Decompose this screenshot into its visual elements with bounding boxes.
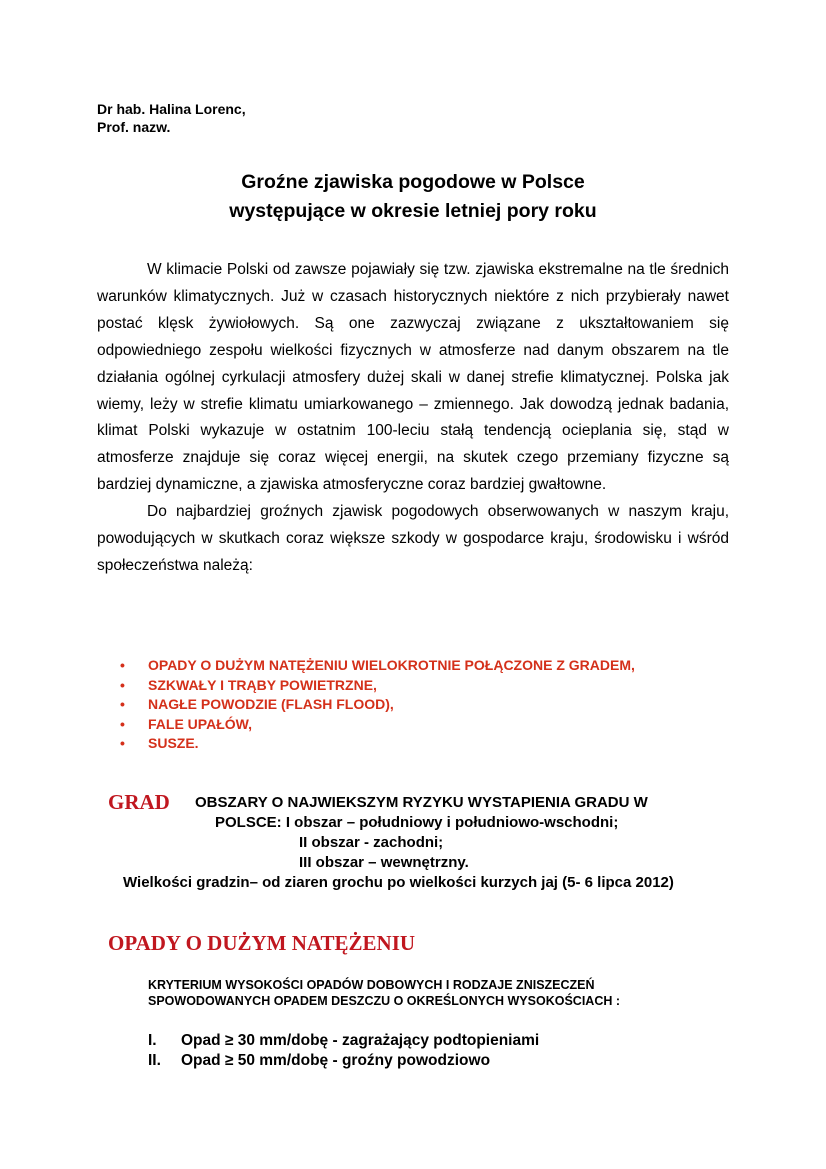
- rain-heading: OPADY O DUŻYM NATĘŻENIU: [108, 931, 416, 955]
- rain-item-text: Opad ≥ 50 mm/dobę - groźny powodziowo: [181, 1052, 491, 1069]
- hazard-item-text: OPADY O DUŻYM NATĘŻENIU WIELOKROTNIE POŁĄCZONE Z GRADEM,: [148, 657, 635, 673]
- grad-line-5: Wielkości gradzin– od ziaren grochu po wielkości kurzych jaj (5- 6 lipca 2012): [123, 874, 674, 891]
- rain-item-number: I.: [148, 1032, 157, 1049]
- document-title-line-2: występujące w okresie letniej pory roku: [229, 200, 597, 222]
- rain-item-text: Opad ≥ 30 mm/dobę - zagrażający podtopieniami: [181, 1032, 540, 1049]
- author-name: Dr hab. Halina Lorenc,: [97, 101, 246, 117]
- hazard-item-text: NAGŁE POWODZIE (FLASH FLOOD),: [148, 696, 394, 712]
- grad-line-2: POLSCE: I obszar – południowy i południowo-wschodni;: [215, 814, 619, 831]
- criterion-line-1: KRYTERIUM WYSOKOŚCI OPADÓW DOBOWYCH I RODZAJE ZNISZECZEŃ: [148, 978, 595, 992]
- list-item: [118, 734, 758, 754]
- hazard-list: [118, 656, 758, 754]
- paragraph-intro: W klimacie Polski od zawsze pojawiały się tzw. zjawiska ekstremalne na tle średnich warunków klimatycznych. Już w czasach historycznych niektóre z nich przybierały nawet postać klęsk żywiołowych. Są one zazwyczaj związane z ukształtowaniem się odpowiedniego zespołu wielkości fizycznych w atmosferze nad danym obszarem na tle działania ogólnej cyrkulacji atmosfery dużej skali w danej strefie klimatycznej. Polska jak wiemy, leży w strefie klimatu umiarkowanego – zmiennego. Jak dowodzą jednak badania, klimat Polski wykazuje w ostatnim 100-leciu stałą tendencją ocieplania się, stąd w atmosferze znajduje się coraz więcej energii, na skutek czego przemiany fizyczne są bardziej dynamiczne, a zjawiska atmosferyczne coraz bardziej gwałtowne.: [97, 261, 729, 494]
- bullet-icon: •: [120, 657, 125, 673]
- bullet-icon: •: [120, 696, 125, 712]
- list-item: [118, 715, 758, 735]
- grad-line-4: III obszar – wewnętrzny.: [299, 854, 469, 871]
- grad-line-1: OBSZARY O NAJWIEKSZYM RYZYKU WYSTAPIENIA GRADU W: [195, 794, 648, 811]
- hazard-item-text: SUSZE.: [148, 735, 199, 751]
- document-title-line-1: Groźne zjawiska pogodowe w Polsce: [241, 171, 585, 193]
- rain-item-number: II.: [148, 1052, 161, 1069]
- list-item: [118, 695, 758, 715]
- bullet-icon: •: [120, 676, 125, 693]
- list-item: [118, 676, 758, 696]
- body-text: [97, 257, 729, 580]
- paragraph-hazards-lead: Do najbardziej groźnych zjawisk pogodowych obserwowanych w naszym kraju, powodujących w skutkach coraz większe szkody w gospodarce kraju, środowisku i wśród społeczeństwa należą:: [97, 503, 729, 574]
- grad-line-3: II obszar - zachodni;: [299, 834, 444, 851]
- criterion-line-2: SPOWODOWANYCH OPADEM DESZCZU O OKREŚLONYCH WYSOKOŚCIACH :: [148, 994, 621, 1008]
- grad-heading: GRAD: [108, 790, 170, 814]
- list-item: [118, 656, 758, 676]
- author-title: Prof. nazw.: [97, 119, 171, 135]
- hazard-item-text: SZKWAŁY I TRĄBY POWIETRZNE,: [148, 676, 377, 693]
- bullet-icon: •: [120, 715, 125, 732]
- hazard-item-text: FALE UPAŁÓW,: [148, 715, 252, 732]
- bullet-icon: •: [120, 735, 125, 751]
